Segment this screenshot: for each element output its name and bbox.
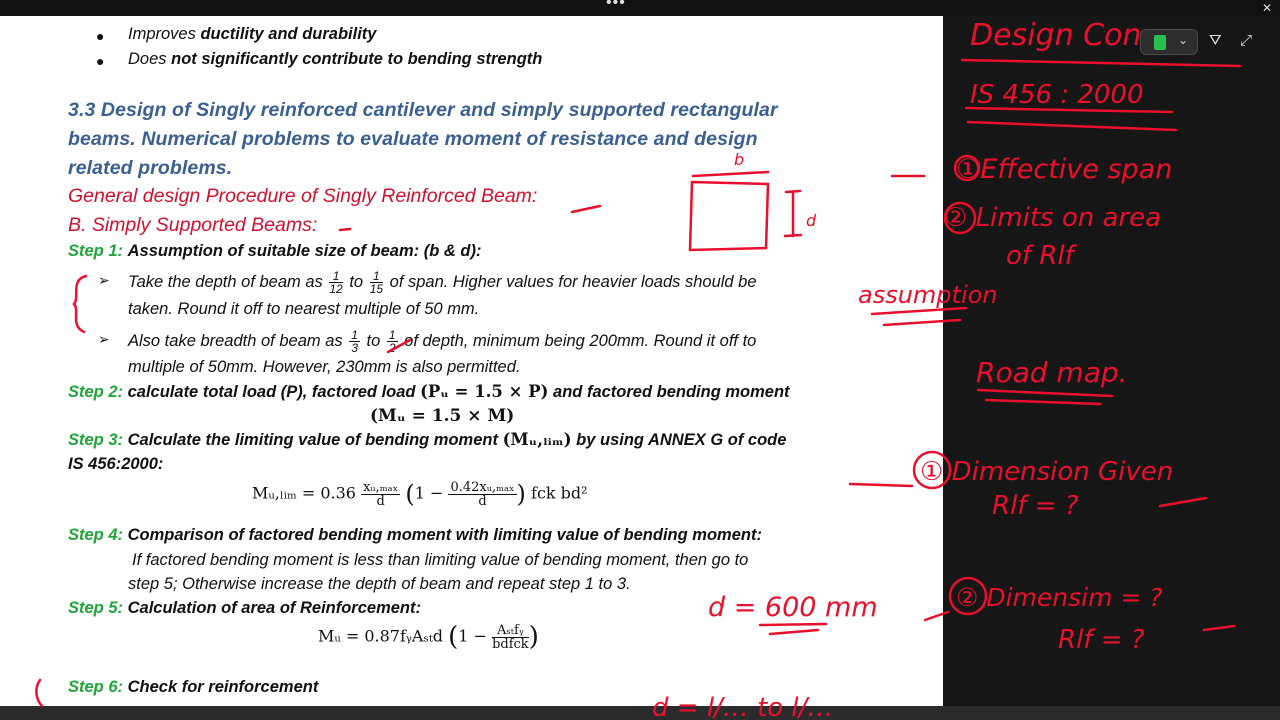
- step-label: Step 1:: [68, 242, 124, 260]
- step4-text: If factored bending moment is less than limiting value of bending moment, then go to: [132, 551, 749, 569]
- mu-equation: Mᵤ = 0.87fᵧAₛₜd (1 − $\frac{\text{Aₛₜfᵧ}}{\text{bdfck}}$ ): [318, 622, 539, 652]
- bullet-item: Improves ductility and durability: [128, 25, 377, 43]
- bottom-bar: [0, 706, 1280, 720]
- label-d: d: [806, 211, 817, 230]
- step4-line: Step 4: Comparison of factored bending moment with limiting value of bending moment:: [68, 526, 762, 544]
- mulim-equation: Mᵤ,ₗᵢₘ = 0.36 $\frac{\text{xᵤ,ₘₐₓ}}{d}$ (1 − $\frac{\text{0.42xᵤ,ₘₐₓ}}{d}$ ) fck bd²: [252, 479, 588, 509]
- note-of-rlf: of Rlf: [1006, 241, 1074, 271]
- note-design-con: Design Con: [970, 18, 1142, 53]
- step5-line: Step 5: Calculation of area of Reinforcement:: [68, 599, 421, 617]
- mu-formula: (Mᵤ = 1.5 × M): [370, 406, 515, 426]
- step-label: Step 2:: [68, 383, 124, 401]
- bullet-dot: ●: [96, 28, 105, 44]
- step-title: Assumption of suitable size of beam: (b & d):: [127, 242, 482, 260]
- pen-icon[interactable]: [1154, 35, 1166, 50]
- note-assumption: assumption: [858, 281, 998, 309]
- general-procedure-heading: General design Procedure of Singly Reinforced Beam:: [68, 185, 538, 207]
- bullet-dot: ●: [96, 53, 105, 69]
- arrow-bullet-icon: ➢: [98, 272, 110, 288]
- step6-line: Step 6: Check for reinforcement: [68, 678, 319, 696]
- note-road-map: Road map.: [976, 356, 1128, 389]
- simply-supported-heading: B. Simply Supported Beams:: [68, 214, 318, 236]
- step-label: Step 6:: [68, 678, 124, 696]
- more-options-icon[interactable]: •••: [606, 0, 626, 11]
- highlighter-icon[interactable]: ⛛: [1209, 32, 1222, 49]
- note-limits-on-area: ② Limits on area: [944, 203, 1162, 233]
- step1-item2: Also take breadth of beam as $\frac{1}{3}$ to $\frac{1}{2}$ of depth, minimum being 200mm. Round it off to: [128, 328, 757, 355]
- note-d600: d = 600 mm: [708, 592, 878, 623]
- expand-icon[interactable]: ⤢: [1240, 32, 1253, 49]
- note-dimension-q: ② Dimensim = ?: [956, 583, 1163, 612]
- note-dimension-given: ① Dimension Given: [920, 457, 1174, 487]
- note-rlf-q2: Rlf = ?: [1058, 625, 1145, 655]
- section-heading-line: related problems.: [68, 157, 233, 179]
- step1-line: [68, 242, 481, 261]
- section-heading-line: 3.3 Design of Singly reinforced cantilever and simply supported rectangular: [68, 99, 778, 121]
- label-b: b: [734, 150, 745, 169]
- note-rlf-q1: Rlf = ?: [992, 491, 1079, 521]
- step1-item1-line2: taken. Round it off to nearest multiple of 50 mm.: [128, 300, 480, 318]
- window-top-bar: [0, 0, 1280, 16]
- bullet-item: Does not significantly contribute to bending strength: [128, 50, 543, 68]
- step-label: Step 5:: [68, 599, 124, 617]
- close-icon[interactable]: ✕: [1261, 1, 1272, 15]
- step2-line: Step 2: calculate total load (P), factored load (Pᵤ = 1.5 × P) and factored bending moment: [68, 382, 790, 401]
- section-heading-line: beams. Numerical problems to evaluate moment of resistance and design: [68, 128, 758, 150]
- step-label: Step 3:: [68, 431, 124, 449]
- note-d-eq: d = l/… to l/…: [652, 693, 834, 720]
- arrow-bullet-icon: ➢: [98, 331, 110, 347]
- step1-item2-line2: multiple of 50mm. However, 230mm is also permitted.: [128, 358, 521, 376]
- step3-line: Step 3: Calculate the limiting value of bending moment (Mᵤ,ₗᵢₘ) by using ANNEX G of code: [68, 430, 787, 449]
- note-is456: IS 456 : 2000: [970, 80, 1144, 110]
- document-page: [0, 16, 943, 706]
- step-label: Step 4:: [68, 526, 124, 544]
- step3-line2: IS 456:2000:: [68, 455, 164, 473]
- pen-tool-picker[interactable]: [1140, 29, 1198, 55]
- annotation-panel: [943, 16, 1280, 706]
- step1-item1: Take the depth of beam as $\frac{1}{12}$ to $\frac{1}{15}$ of span. Higher values for heavier loads should be: [128, 269, 757, 296]
- chevron-down-icon[interactable]: ⌄: [1178, 33, 1189, 47]
- step4-text: step 5; Otherwise increase the depth of beam and repeat step 1 to 3.: [128, 575, 631, 593]
- note-effective-span: ①Effective span: [956, 154, 1173, 185]
